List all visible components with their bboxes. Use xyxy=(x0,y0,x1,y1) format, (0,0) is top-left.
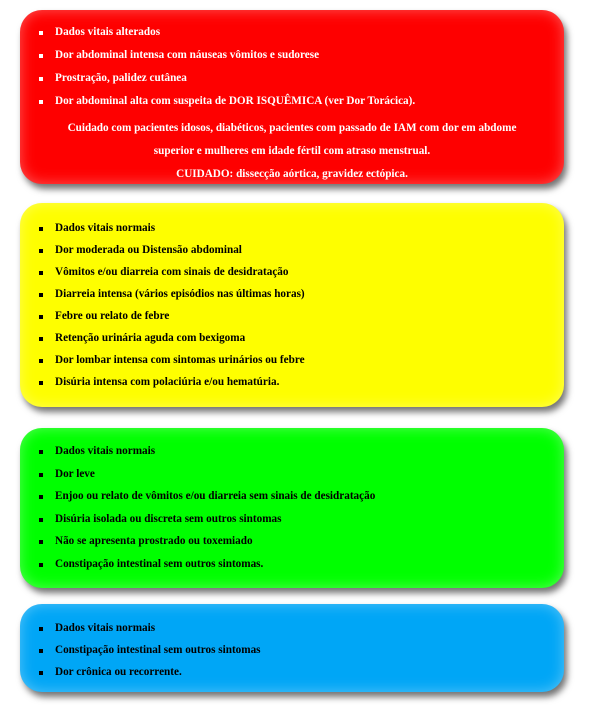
green-priority-box xyxy=(20,428,564,588)
red-priority-box xyxy=(20,10,564,184)
red-note-line-2: superior e mulheres em idade fértil com atraso menstrual. xyxy=(153,145,431,157)
red-item-2: Dor abdominal intensa com náuseas vômitos e sudorese xyxy=(37,48,564,71)
blue-criteria-list xyxy=(37,621,564,687)
yellow-priority-box xyxy=(20,203,564,407)
green-item-4: Disúria isolada ou discreta sem outros sintomas xyxy=(37,512,564,535)
green-item-5: Não se apresenta prostrado ou toxemiado xyxy=(37,534,564,557)
yellow-item-8: Disúria intensa com polaciúria e/ou hematúria. xyxy=(37,375,564,397)
red-item-1: Dados vitais alterados xyxy=(37,25,564,48)
red-note-line-3: CUIDADO: dissecção aórtica, gravidez ectópica. xyxy=(176,168,408,180)
blue-item-1: Dados vitais normais xyxy=(37,621,564,643)
yellow-item-1: Dados vitais normais xyxy=(37,221,564,243)
yellow-criteria-list xyxy=(37,221,564,397)
blue-item-2: Constipação intestinal sem outros sintomas xyxy=(37,643,564,665)
yellow-item-2: Dor moderada ou Distensão abdominal xyxy=(37,243,564,265)
green-criteria-list xyxy=(37,444,564,579)
yellow-item-5: Febre ou relato de febre xyxy=(37,309,564,331)
blue-priority-box xyxy=(20,604,564,692)
red-item-4: Dor abdominal alta com suspeita de DOR ISQUÊMICA (ver Dor Torácica). xyxy=(37,94,564,117)
red-note-line-1: Cuidado com pacientes idosos, diabéticos, pacientes com passado de IAM com dor em abdome xyxy=(67,122,517,134)
green-item-1: Dados vitais normais xyxy=(37,444,564,467)
green-item-6: Constipação intestinal sem outros sintomas. xyxy=(37,557,564,580)
red-criteria-list xyxy=(37,25,564,117)
yellow-item-6: Retenção urinária aguda com bexigoma xyxy=(37,331,564,353)
green-item-3: Enjoo ou relato de vômitos e/ou diarreia sem sinais de desidratação xyxy=(37,489,564,512)
yellow-item-7: Dor lombar intensa com sintomas urinários ou febre xyxy=(37,353,564,375)
blue-item-3: Dor crônica ou recorrente. xyxy=(37,665,564,687)
yellow-item-3: Vômitos e/ou diarreia com sinais de desidratação xyxy=(37,265,564,287)
green-item-2: Dor leve xyxy=(37,467,564,490)
red-item-3: Prostração, palidez cutânea xyxy=(37,71,564,94)
yellow-item-4: Diarreia intensa (vários episódios nas últimas horas) xyxy=(37,287,564,309)
